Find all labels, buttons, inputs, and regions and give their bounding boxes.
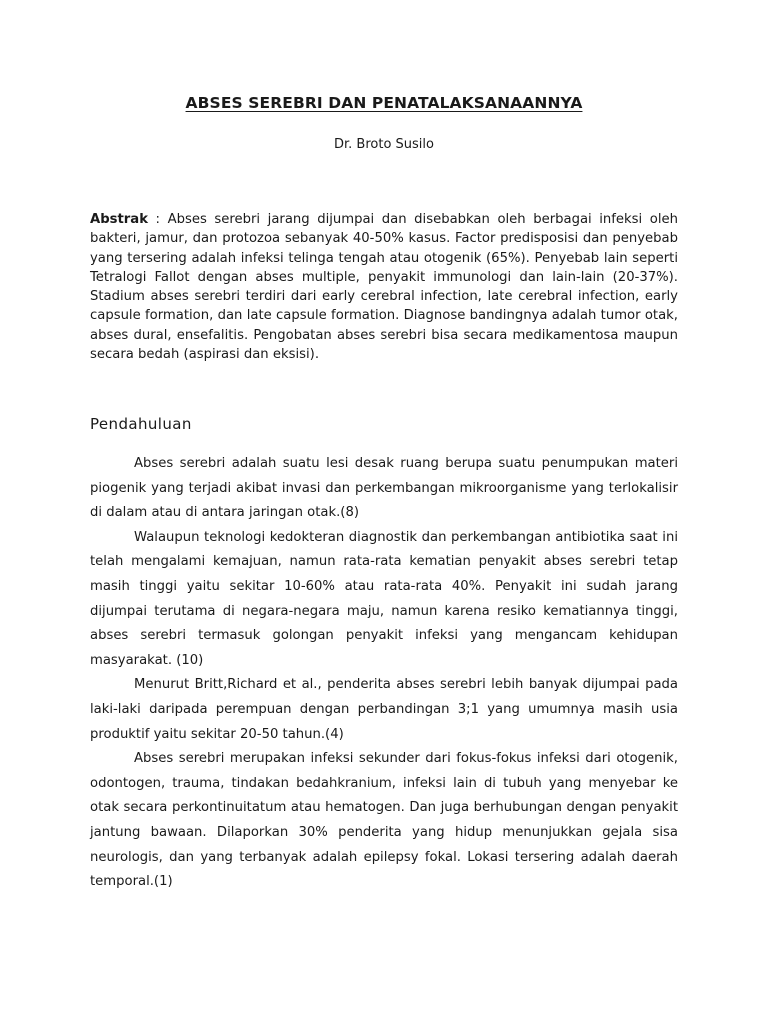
abstract-text: Abses serebri jarang dijumpai dan disebabkan oleh berbagai infeksi oleh bakteri, jamur, dan protozoa sebanyak 40-50% kasus. Factor predisposisi dan penyebab yang tersering adalah infeksi telinga tengah atau otogenik (65%). Penyebab lain seperti Tetralogi Fallot dengan abses multiple, penyakit immunologi dan lain-lain (20-37%). Stadium abses serebri terdiri dari early cerebral infection, late cerebral infection, early capsule formation, dan late capsule formation. Diagnose bandingnya adalah tumor otak, abses dural, ensefalitis. Pengobatan abses serebri bisa secara medikamentosa maupun secara bedah (aspirasi dan eksisi). [90,212,678,363]
section-body [90,452,678,895]
abstract-block [90,210,678,364]
body-paragraph: Walaupun teknologi kedokteran diagnostik dan perkembangan antibiotika saat ini telah mengalami kemajuan, namun rata-rata kematian penyakit abses serebri tetap masih tinggi yaitu sekitar 10-60% atau rata-rata 40%. Penyakit ini sudah jarang dijumpai terutama di negara-negara maju, namun karena resiko kematiannya tinggi, abses serebri termasuk golongan penyakit infeksi yang mengancam kehidupan masyarakat. (10) [90,529,678,668]
paper-author: Dr. Broto Susilo [334,137,434,152]
body-paragraph: Abses serebri adalah suatu lesi desak ruang berupa suatu penumpukan materi piogenik yang terjadi akibat invasi dan perkembangan mikroorganisme yang terlokalisir di dalam atau di antara jaringan otak.(8) [90,456,678,521]
section-heading: Pendahuluan [90,415,192,433]
body-paragraph: Abses serebri merupakan infeksi sekunder dari fokus-fokus infeksi dari otogenik, odontogen, trauma, tindakan bedahkranium, infeksi lain di tubuh yang menyebar ke otak secara perkontinuitatum atau hematogen. Dan juga berhubungan dengan penyakit jantung bawaan. Dilaporkan 30% penderita yang hidup menunjukkan gejala sisa neurologis, dan yang terbanyak adalah epilepsy fokal. Lokasi tersering adalah daerah temporal.(1) [90,751,678,890]
paper-title: ABSES SEREBRI DAN PENATALAKSANAANNYA [185,94,583,112]
abstract-separator: : [147,212,168,227]
abstract-label: Abstrak [90,212,148,227]
body-paragraph: Menurut Britt,Richard et al., penderita abses serebri lebih banyak dijumpai pada laki-laki daripada perempuan dengan perbandingan 3;1 yang umumnya masih usia produktif yaitu sekitar 20-50 tahun.(4) [90,677,678,742]
